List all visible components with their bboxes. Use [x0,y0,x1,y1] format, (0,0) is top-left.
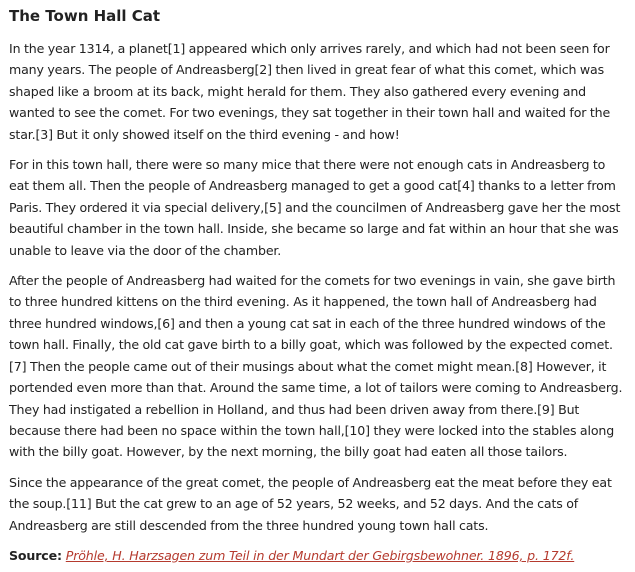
paragraph-2: For in this town hall, there were so many mice that there were not enough cats in Andreasberg to eat them all. Then the people of Andreasberg managed to get a good cat[4] thanks to a letter from Paris. They ordered it via special delivery,[5] and the councilmen of Andreasberg gave her the most beautiful chamber in the town hall. Inside, she became so large and fat within an hour that she was unable to leave via the door of the chamber. [9,157,621,258]
article-title: The Town Hall Cat [9,7,161,25]
source-link[interactable]: Pröhle, H. Harzsagen zum Teil in der Mundart der Gebirgsbewohner. 1896, p. 172f. [65,547,575,563]
paragraph-3: After the people of Andreasberg had waited for the comets for two evenings in vain, she gave birth to three hundred kittens on the third evening. As it happened, the town hall of Andreasberg had three hundred windows,[6] and then a young cat sat in each of the three hundred windows of the town hall. Finally, the old cat gave birth to a billy goat, which was followed by the expected comet.[7] Then the people came out of their musings about what the comet might mean.[8] However, it portended even more than that. Around the same time, a lot of tailors were coming to Andreasberg. They had instigated a rebellion in Holland, and thus had been driven away from there.[9] But because there had been no space within the town hall,[10] they were locked into the stables along with the billy goat. However, by the next morning, the billy goat had eaten all those tailors. [9,273,623,460]
paragraph-4: Since the appearance of the great comet, the people of Andreasberg eat the meat before they eat the soup.[11] But the cat grew to an age of 52 years, 52 weeks, and 52 days. And the cats of Andreasberg are still descended from the three hundred young town hall cats. [9,474,612,533]
source-line [9,545,626,566]
paragraph-1: In the year 1314, a planet[1] appeared which only arrives rarely, and which had not been seen for many years. The people of Andreasberg[2] then lived in great fear of what this comet, which was shaped like a broom at its back, might herald for them. They also gathered every evening and wanted to see the comet. For two evenings, they sat together in their town hall and waited for the star.[3] But it only showed itself on the third evening - and how! [9,41,611,142]
source-label: Source: [9,547,62,563]
